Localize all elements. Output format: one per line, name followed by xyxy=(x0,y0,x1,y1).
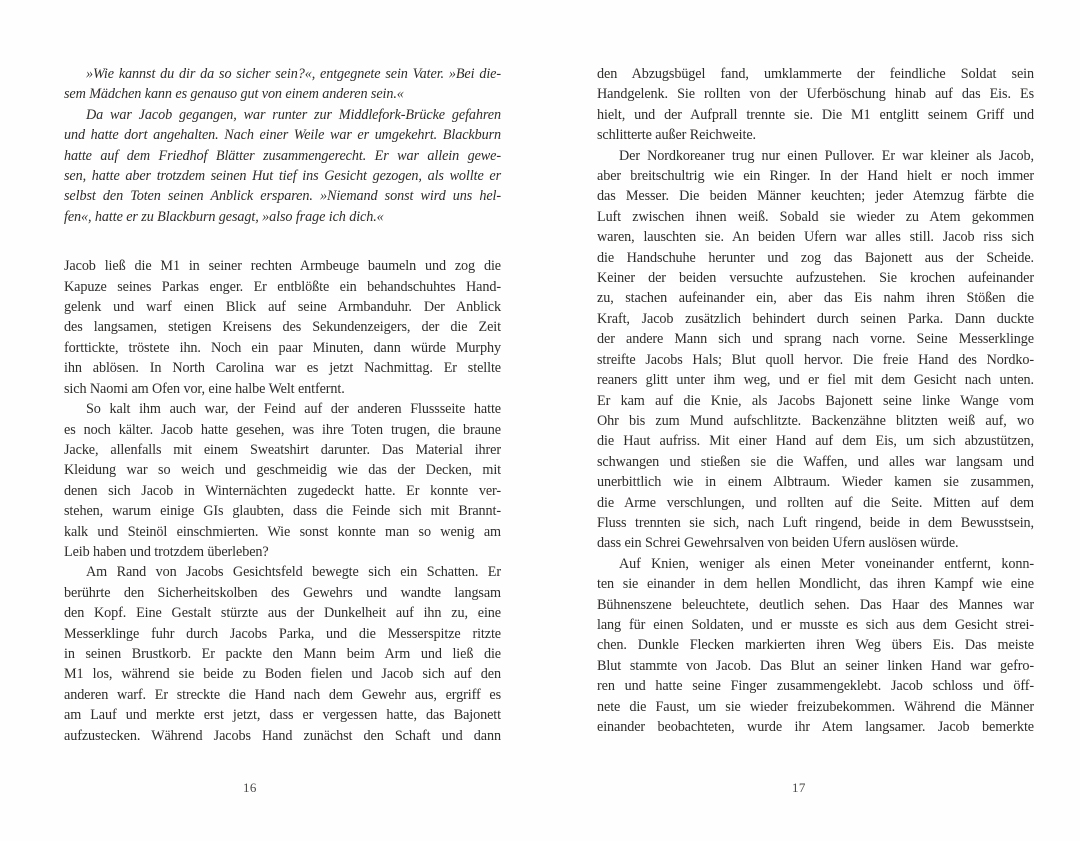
text-line: Jacke, allenfalls mit einem Sweatshirt darunter. Das Material ihrer xyxy=(64,441,501,458)
text-line: M1 los, während sie beide zu Boden fielen und Jacob sich auf den xyxy=(64,666,501,683)
text-line: dass ein Schrei Gewehrsalven von beiden Ufern auslösen würde. xyxy=(597,535,959,552)
text-line: streifte Jacobs Hals; Blut quoll hervor. Die freie Hand des Nordko- xyxy=(597,351,1034,368)
text-line: Handgelenk. Sie rollten von der Uferböschung hinab auf das Eis. Es xyxy=(597,86,1034,103)
text-line: schwangen und stießen sie die Waffen, und alles war langsam und xyxy=(597,453,1034,470)
text-line: Ohr bis zum Mund aufschlitzte. Backenzähne blitzten weiß auf, wo xyxy=(597,412,1034,429)
page-number-right: 17 xyxy=(792,780,806,795)
text-line: Luft zwischen ihnen weiß. Sobald sie wieder zu Atem gekommen xyxy=(597,208,1034,225)
text-line: Messerklinge fuhr durch Jacobs Parka, und die Messerspitze ritzte xyxy=(64,625,501,642)
text-line: gelenk und warf einen Blick auf seine Armbanduhr. Der Anblick xyxy=(64,299,501,316)
text-line: Fluss trennten sie sich, nach Luft ringend, beide in dem Bewusstsein, xyxy=(597,514,1034,531)
text-line: stehen, warum einige GIs glaubten, dass die Feinde sich mit Brannt- xyxy=(64,503,501,520)
text-line: Er kam auf die Knie, als Jacobs Bajonett seine linke Wange vom xyxy=(597,392,1034,409)
text-line: in seinen Brustkorb. Er packte den Mann beim Arm und ließ die xyxy=(64,645,501,662)
text-line: chen. Dunkle Flecken markierten ihren Weg übers Eis. Das meiste xyxy=(597,637,1034,654)
text-line: die Haut aufriss. Mit einer Hand auf dem Eis, um sich abzustützen, xyxy=(597,433,1034,450)
text-line: Da war Jacob gegangen, war runter zur Middlefork-Brücke gefahren xyxy=(86,106,501,123)
text-line: und hatte dort angehalten. Nach einer Weile war er umgekehrt. Blackburn xyxy=(64,127,501,144)
text-line: ihn ablösen. In North Carolina war es jetzt Nachmittag. Er stellte xyxy=(64,360,501,377)
text-line: der andere Mann sich und sprang nach vorne. Seine Messerklinge xyxy=(597,331,1034,348)
text-line: »Wie kannst du dir da so sicher sein?«, entgegnete sein Vater. »Bei die- xyxy=(86,66,501,82)
italic-quote-block xyxy=(64,64,501,227)
left-page xyxy=(64,64,501,746)
text-line: es noch kälter. Jacob hatte gesehen, was ihre Toten trugen, die braune xyxy=(64,421,501,438)
text-line: Am Rand von Jacobs Gesichtsfeld bewegte sich ein Schatten. Er xyxy=(86,564,501,581)
text-line: am Lauf und merkte erst jetzt, dass er vergessen hatte, das Bajonett xyxy=(64,707,501,724)
text-line: den Abzugsbügel fand, umklammerte der feindliche Soldat sein xyxy=(597,66,1034,82)
text-line: ten sie einander in dem hellen Mondlicht, das ihren Kampf wie eine xyxy=(597,576,1034,593)
text-line: hatte auf dem Friedhof Blätter zusammengerecht. Er war allein gewe- xyxy=(64,147,501,164)
text-line: kalk und Steinöl einschmierten. Wie sonst konnte man so wenig am xyxy=(64,523,501,540)
text-line: denen sich Jacob in Winternächten zugedeckt hatte. Er konnte ver- xyxy=(64,482,501,499)
text-line: anderen warf. Er streckte die Hand nach dem Gewehr aus, ergriff es xyxy=(64,686,501,703)
text-line: des langsamen, stetigen Kreisens des Sekundenzeigers, der die Zeit xyxy=(64,319,501,336)
text-line: reaners glitt unter ihm weg, und er fiel mit dem Gesicht nach unten. xyxy=(597,372,1034,389)
text-line: aufzustecken. Während Jacobs Hand zunächst den Schaft und dann xyxy=(64,727,501,744)
body-text-block xyxy=(597,64,1034,737)
text-line: So kalt ihm auch war, der Feind auf der anderen Flussseite hatte xyxy=(86,401,501,418)
text-line: Der Nordkoreaner trug nur einen Pullover. Er war kleiner als Jacob, xyxy=(619,147,1034,164)
text-line: sich Naomi am Ofen vor, eine halbe Welt entfernt. xyxy=(64,380,345,397)
text-line: Blut stammte von Jacob. Das Blut an seiner linken Hand war gefro- xyxy=(597,657,1034,674)
text-line: hielt, und der Aufprall trennte sie. Die M1 entglitt seinem Griff und xyxy=(597,106,1034,123)
text-line: den Kopf. Eine Gestalt stürzte aus der Dunkelheit auf ihn zu, eine xyxy=(64,605,501,622)
text-line: Auf Knien, weniger als einen Meter voneinander entfernt, konn- xyxy=(619,555,1034,572)
text-line: schlitterte außer Reichweite. xyxy=(597,127,757,144)
page-number-left: 16 xyxy=(243,780,257,795)
right-page xyxy=(597,64,1034,737)
text-line: Keiner der beiden versuchte aufzustehen. Sie krochen aufeinander xyxy=(597,270,1034,287)
text-line: Leib haben und trotzdem überleben? xyxy=(64,543,269,560)
text-line: die Arme verschlungen, und rollten auf die Seite. Mitten auf dem xyxy=(597,494,1034,511)
text-line: Bühnenszene beleuchtete, deutlich sehen. Das Haar des Mannes war xyxy=(597,596,1034,613)
text-line: Jacob ließ die M1 in seiner rechten Armbeuge baumeln und zog die xyxy=(64,258,501,275)
text-line: nete die Faust, um sie wieder freizubekommen. Während die Männer xyxy=(597,698,1034,715)
text-line: Kleidung war so weich und geschmeidig wie das der Decken, mit xyxy=(64,462,501,479)
text-line: selbst den Toten seinen Anblick ersparen. »Niemand sonst wird uns hel- xyxy=(64,188,501,205)
text-line: Kraft, Jacob zusätzlich behindert durch seinen Parka. Dann duckte xyxy=(597,310,1034,327)
text-line: die Handschuhe herunter und zog das Bajonett aus der Scheide. xyxy=(597,249,1034,266)
text-line: aber breitschultrig wie ein Ringer. In der Hand hielt er noch immer xyxy=(597,168,1034,185)
text-line: einander beobachteten, wurde ihr Atem langsamer. Jacob bemerkte xyxy=(597,719,1034,735)
text-line: das Messer. Die beiden Männer keuchten; jeder Atemzug färbte die xyxy=(597,188,1034,205)
text-line: Kapuze seines Parkas enger. Er entblößte ein behandschuhtes Hand- xyxy=(64,278,501,295)
text-line: berührte den Sicherheitskolben des Gewehrs und wandte langsam xyxy=(64,584,501,601)
text-line: sem Mädchen kann es genauso gut von einem anderen sein.« xyxy=(64,86,404,103)
text-line: sen, hatte aber trotzdem seinen Hut tief ins Gesicht gezogen, als wollte er xyxy=(64,168,501,185)
text-line: unerbittlich wie in einem Albtraum. Wieder kamen sie zusammen, xyxy=(597,474,1034,491)
text-line: lang für einen Soldaten, und er musste es sich aus dem Gesicht strei- xyxy=(597,616,1034,633)
text-line: forttickte, tröstete ihn. Noch ein paar Minuten, dann würde Murphy xyxy=(64,339,501,356)
text-line: ren und hatte seine Finger zusammengeklebt. Jacob schloss und öff- xyxy=(597,678,1034,695)
text-line: zu, stachen aufeinander ein, aber das Eis nahm ihren Stößen die xyxy=(597,290,1034,307)
text-line: waren, lauschten sie. An beiden Ufern war alles still. Jacob riss sich xyxy=(597,229,1034,246)
text-line: fen«, hatte er zu Blackburn gesagt, »also frage ich dich.« xyxy=(64,208,384,225)
body-text-block xyxy=(64,256,501,746)
